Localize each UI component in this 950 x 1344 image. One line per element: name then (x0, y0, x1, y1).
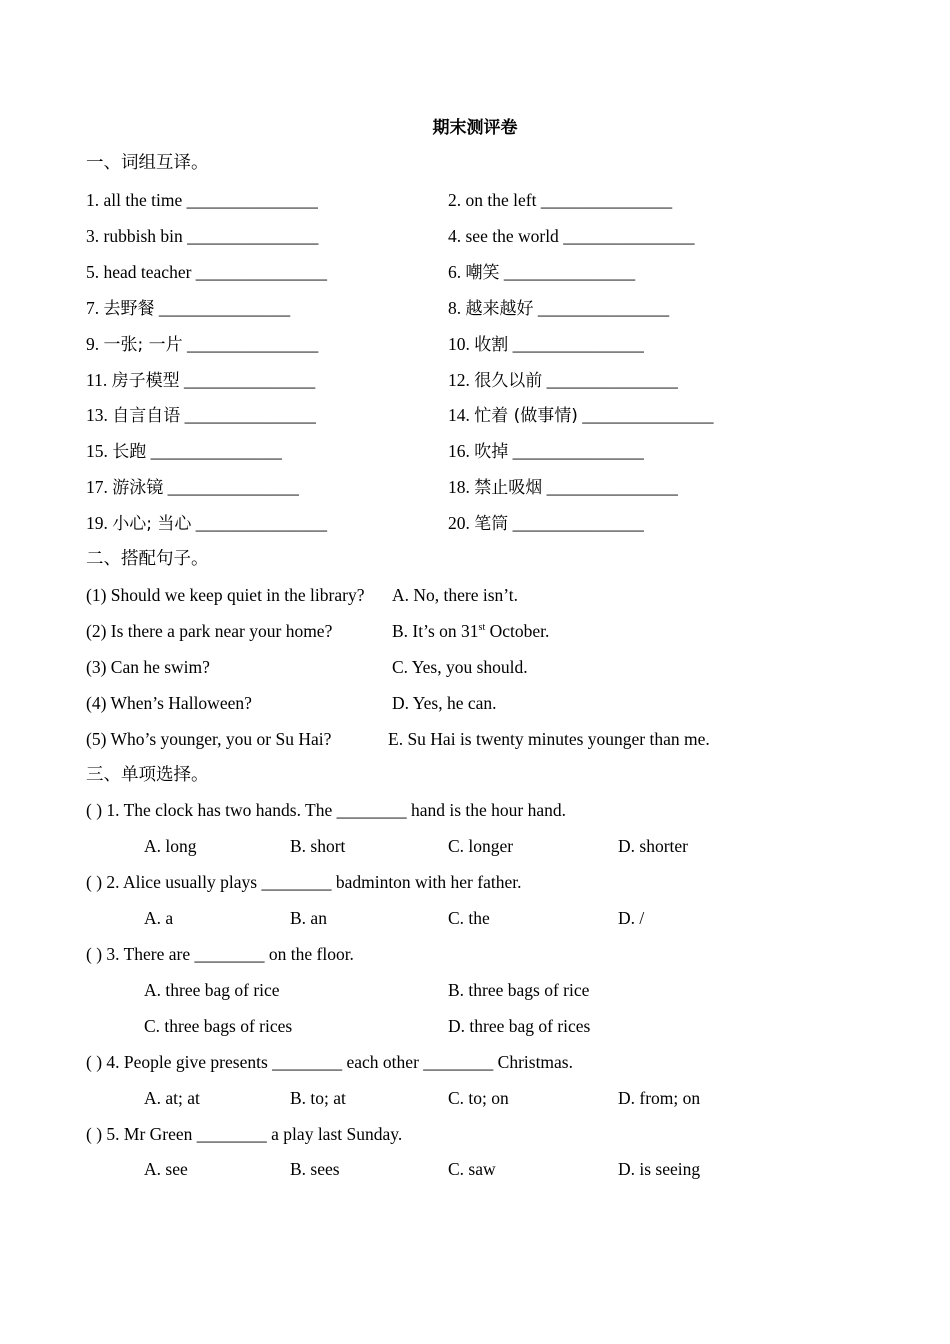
list-item: 9. 一张; 一片 _______________ (86, 334, 319, 355)
option-a[interactable]: A. see (144, 1159, 188, 1179)
answer-blank[interactable]: _______________ (150, 441, 282, 461)
answer-blank[interactable]: _______________ (186, 190, 318, 210)
option-c[interactable]: C. to; on (448, 1088, 509, 1108)
match-answer: E. Su Hai is twenty minutes younger than me. (388, 729, 710, 749)
answer-blank[interactable]: _______________ (546, 477, 678, 497)
list-item: 12. 很久以前 _______________ (448, 370, 678, 391)
match-question: (3) Can he swim? (86, 657, 210, 677)
match-answer: D. Yes, he can. (392, 693, 497, 713)
list-item: 11. 房子模型 _______________ (86, 370, 316, 391)
answer-blank[interactable]: _______________ (195, 513, 328, 533)
answer-blank[interactable]: _______________ (158, 298, 291, 318)
option-b[interactable]: B. three bags of rice (448, 980, 590, 1000)
question-stem: ( ) 4. People give presents ________ each other ________ Christmas. (86, 1052, 573, 1072)
answer-blank[interactable]: _______________ (503, 262, 636, 282)
option-a[interactable]: A. a (144, 908, 174, 928)
match-answer: C. Yes, you should. (392, 657, 528, 677)
match-question: (1) Should we keep quiet in the library? (86, 585, 365, 605)
answer-blank[interactable]: _______________ (512, 334, 644, 354)
answer-blank[interactable]: _______________ (187, 334, 319, 354)
answer-blank[interactable]: _______________ (512, 441, 644, 461)
answer-blank[interactable]: _______________ (187, 226, 319, 246)
list-item: 13. 自言自语 _______________ (86, 405, 316, 426)
list-item: 14. 忙着 (做事情) _______________ (448, 405, 714, 426)
match-question: (2) Is there a park near your home? (86, 621, 333, 641)
list-item: 2. on the left _______________ (448, 190, 673, 210)
option-b[interactable]: B. to; at (290, 1088, 346, 1108)
list-item: 6. 嘲笑 _______________ (448, 262, 636, 283)
page-title: 期末测评卷 (432, 118, 518, 138)
list-item: 8. 越来越好 _______________ (448, 298, 670, 319)
answer-blank[interactable]: _______________ (546, 370, 678, 390)
match-question: (5) Who’s younger, you or Su Hai? (86, 729, 332, 749)
question-stem: ( ) 5. Mr Green ________ a play last Sunday. (86, 1124, 403, 1144)
list-item: 20. 笔筒 _______________ (448, 513, 644, 534)
question-stem: ( ) 1. The clock has two hands. The ________ hand is the hour hand. (86, 800, 567, 820)
list-item: 16. 吹掉 _______________ (448, 441, 644, 462)
list-item: 5. head teacher _______________ (86, 262, 328, 282)
list-item: 18. 禁止吸烟 _______________ (448, 477, 678, 498)
option-b[interactable]: B. an (290, 908, 327, 928)
list-item: 15. 长跑 _______________ (86, 441, 282, 462)
option-b[interactable]: B. short (290, 836, 346, 856)
option-d[interactable]: D. / (618, 908, 645, 928)
option-a[interactable]: A. three bag of rice (144, 980, 280, 1000)
list-item: 3. rubbish bin _______________ (86, 226, 319, 246)
section1-heading: 一、词组互译。 (86, 153, 209, 173)
option-d[interactable]: D. three bag of rices (448, 1016, 591, 1036)
answer-blank[interactable]: _______________ (540, 190, 673, 210)
section2-heading: 二、搭配句子。 (86, 549, 209, 569)
list-item: 4. see the world _______________ (448, 226, 695, 246)
option-a[interactable]: A. at; at (144, 1088, 200, 1108)
question-stem: ( ) 3. There are ________ on the floor. (86, 944, 354, 964)
answer-blank[interactable]: _______________ (563, 226, 695, 246)
question-stem: ( ) 2. Alice usually plays ________ badminton with her father. (86, 872, 522, 892)
list-item: 19. 小心; 当心 _______________ (86, 513, 328, 534)
option-b[interactable]: B. sees (290, 1159, 340, 1179)
answer-blank[interactable]: _______________ (167, 477, 299, 497)
answer-blank[interactable]: _______________ (183, 370, 316, 390)
match-question: (4) When’s Halloween? (86, 693, 252, 713)
answer-blank[interactable]: _______________ (195, 262, 328, 282)
option-c[interactable]: C. the (448, 908, 490, 928)
section3-heading: 三、单项选择。 (86, 765, 209, 785)
option-d[interactable]: D. is seeing (618, 1159, 701, 1179)
list-item: 1. all the time _______________ (86, 190, 318, 210)
answer-blank[interactable]: _______________ (537, 298, 670, 318)
option-a[interactable]: A. long (144, 836, 197, 856)
answer-blank[interactable]: _______________ (184, 405, 316, 425)
option-d[interactable]: D. from; on (618, 1088, 701, 1108)
option-c[interactable]: C. saw (448, 1159, 496, 1179)
option-c[interactable]: C. longer (448, 836, 514, 856)
list-item: 17. 游泳镜 _______________ (86, 477, 299, 498)
match-answer: A. No, there isn’t. (392, 585, 519, 605)
list-item: 10. 收割 _______________ (448, 334, 644, 355)
option-d[interactable]: D. shorter (618, 836, 688, 856)
list-item: 7. 去野餐 _______________ (86, 298, 291, 319)
option-c[interactable]: C. three bags of rices (144, 1016, 293, 1036)
match-answer: B. It’s on 31st October. (392, 621, 550, 641)
answer-blank[interactable]: _______________ (512, 513, 644, 533)
answer-blank[interactable]: _______________ (582, 405, 714, 425)
